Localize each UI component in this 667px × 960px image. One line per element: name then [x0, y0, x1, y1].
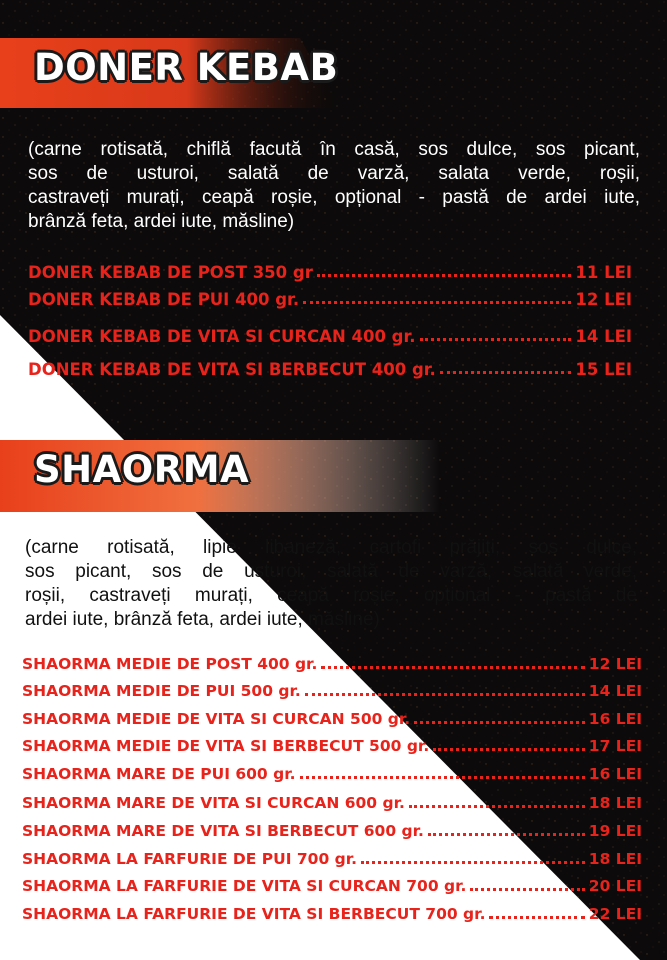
doner-description-line: (carne rotisată, chiflă facută în casă, sos dulce, sos picant, [28, 139, 640, 160]
dot-leader [361, 861, 585, 864]
dot-leader [409, 805, 585, 808]
menu-item [28, 263, 632, 282]
dot-leader [300, 776, 585, 779]
dot-leader [303, 301, 571, 304]
doner-kebab-heading: DONER KEBAB [34, 46, 339, 89]
item-name: SHAORMA MEDIE DE PUI 500 gr. [22, 682, 301, 700]
dot-leader [317, 274, 572, 277]
item-name: SHAORMA LA FARFURIE DE PUI 700 gr. [22, 850, 358, 868]
menu-item [22, 877, 642, 895]
item-price: 17 LEI [588, 737, 642, 755]
item-name: SHAORMA MARE DE VITA SI CURCAN 600 gr. [22, 794, 405, 812]
item-name: DONER KEBAB DE PUI 400 gr. [28, 290, 300, 309]
item-name: SHAORMA LA FARFURIE DE VITA SI CURCAN 700 gr. [22, 877, 467, 895]
shaorma-description [25, 536, 637, 632]
item-name: SHAORMA MARE DE VITA SI BERBECUT 600 gr. [22, 822, 424, 840]
item-name: SHAORMA MARE DE PUI 600 gr. [22, 765, 296, 783]
dot-leader [440, 371, 572, 374]
item-price: 12 LEI [575, 290, 632, 309]
menu-item [22, 737, 642, 755]
doner-description-line: castraveți murați, ceapă roșie, opțional - pastă de ardei iute, [28, 187, 640, 208]
item-price: 22 LEI [588, 905, 642, 923]
shaorma-heading: SHAORMA [34, 448, 250, 491]
item-name: DONER KEBAB DE POST 350 gr [28, 263, 313, 282]
dot-leader [428, 833, 585, 836]
dot-leader [420, 338, 572, 341]
item-name: DONER KEBAB DE VITA SI CURCAN 400 gr. [28, 327, 416, 346]
item-name: SHAORMA MEDIE DE POST 400 gr. [22, 655, 318, 673]
item-price: 16 LEI [588, 710, 642, 728]
item-price: 18 LEI [588, 850, 642, 868]
item-price: 19 LEI [588, 822, 642, 840]
dot-leader [489, 916, 584, 919]
item-price: 14 LEI [575, 327, 632, 346]
menu-item [22, 655, 642, 673]
dot-leader [414, 721, 585, 724]
menu-item [22, 682, 642, 700]
shaorma-description-line: (carne rotisată, lipie libaneză, cartofi prăjiți, sos dulce, [25, 537, 637, 558]
menu-item [22, 905, 642, 923]
item-name: SHAORMA MEDIE DE VITA SI BERBECUT 500 gr. [22, 737, 430, 755]
menu-item [28, 360, 632, 379]
menu-item [28, 290, 632, 309]
menu-item [22, 850, 642, 868]
item-name: SHAORMA LA FARFURIE DE VITA SI BERBECUT 700 gr. [22, 905, 486, 923]
menu-item [28, 327, 632, 346]
item-price: 11 LEI [575, 263, 632, 282]
item-price: 20 LEI [588, 877, 642, 895]
item-price: 15 LEI [575, 360, 632, 379]
doner-description [28, 138, 640, 234]
menu-item [22, 765, 642, 783]
item-price: 14 LEI [588, 682, 642, 700]
item-price: 18 LEI [588, 794, 642, 812]
dot-leader [305, 693, 585, 696]
shaorma-description-line: sos picant, sos de usturoi, salată de varză, salată verde, [25, 561, 637, 582]
item-name: SHAORMA MEDIE DE VITA SI CURCAN 500 gr. [22, 710, 411, 728]
shaorma-description-line: ardei iute, brânză feta, ardei iute, măsline) [25, 609, 380, 630]
doner-description-line: brânză feta, ardei iute, măsline) [28, 211, 295, 232]
shaorma-description-line: roșii, castraveți murați, ceapă roșie, opțional - pastă de [25, 585, 637, 606]
doner-description-line: sos de usturoi, salată de varză, salata verde, roșii, [28, 163, 640, 184]
dot-leader [470, 888, 584, 891]
menu-item [22, 822, 642, 840]
item-name: DONER KEBAB DE VITA SI BERBECUT 400 gr. [28, 360, 436, 379]
menu-item [22, 710, 642, 728]
item-price: 16 LEI [588, 765, 642, 783]
dot-leader [433, 748, 585, 751]
item-price: 12 LEI [588, 655, 642, 673]
dot-leader [321, 666, 584, 669]
menu-item [22, 794, 642, 812]
